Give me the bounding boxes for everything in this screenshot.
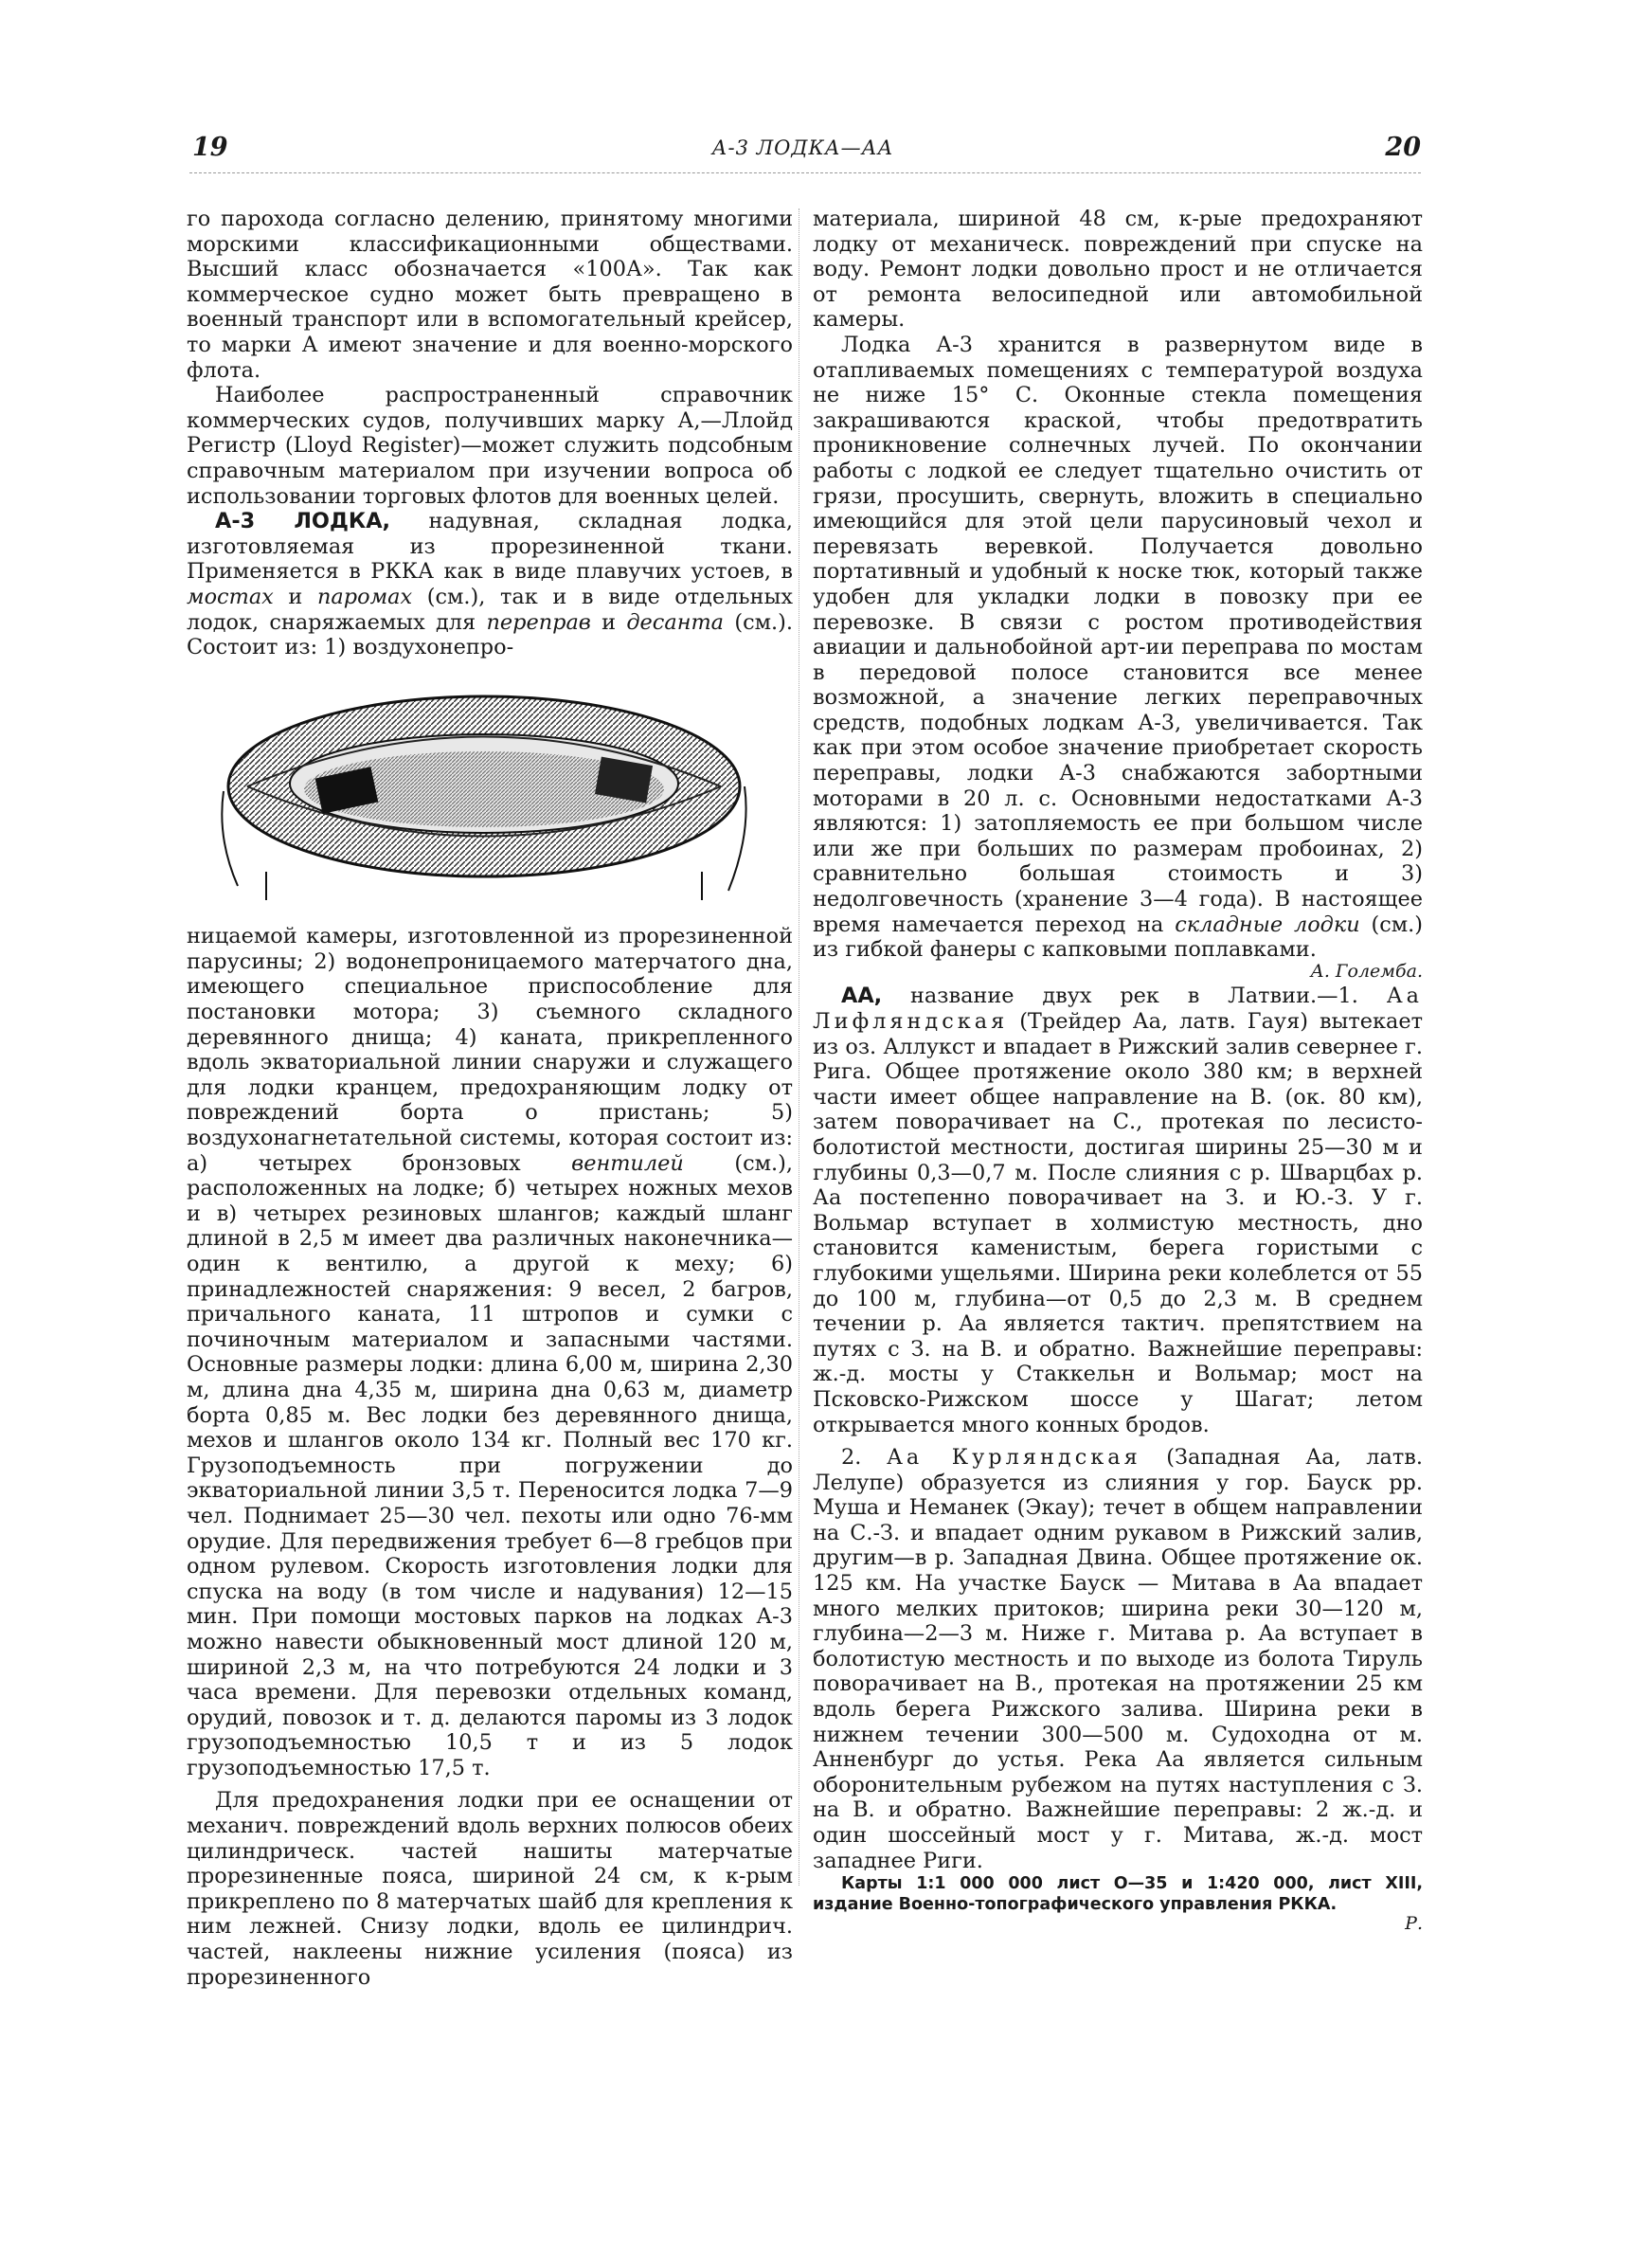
paragraph: материала, шириной 48 см, к-рые предохраняют лодку от механическ. повреждений при спуске на воду. Ремонт лодки довольно прост и не отличается от ремонта велосипедной или автомобильной камеры.	[813, 207, 1423, 333]
river-name-aa-liflyandskaya: Аа Лифляндская	[813, 984, 1423, 1034]
paragraph: Лодка А-3 хранится в развернутом виде в отапливаемых помещениях с температурой воздуха не ниже 15° С. Оконные стекла помещения закрашиваются краской, чтобы предотвратить проникновение солнечных лучей. По окончании работы с лодкой ее следует тщательно очистить от грязи, просушить, свернуть, вложить в специально имеющийся для этой цели парусиновый чехол и перевязать веревкой. Получается довольно портативный и удобный к носке тюк, который также удобен для укладки лодки в повозку при ее перевозке. В связи с ростом противодействия авиации и дальнобойной арт-ии переправа по мостам в передовой полосе становится все менее возможной, а значение легких переправочных средств, подобных лодкам А-3, увеличивается. Так как при этом особое значение приобретает скорость переправы, лодки А-3 снабжаются забортными моторами в 20 л. с. Основными недостатками А-3 являются: 1) затопляемость ее при большом числе или же при больших по размерам пробоинах, 2) сравнительно большая стоимость и 3) недолговечность (хранение 3—4 года). В настоящее время намечается переход на складные лодки (см.) из гибкой фанеры с капковыми поплавками. А. Големба.	[813, 333, 1423, 984]
maps-note: Карты 1:1 000 000 лист О—35 и 1:420 000, лист XIII, издание Военно-топографического управления РККА.	[813, 1874, 1423, 1915]
link-pereprav[interactable]: переправ	[486, 609, 591, 635]
headword-aa: АА,	[841, 984, 883, 1009]
link-skladnye-lodki[interactable]: складные лодки	[1175, 912, 1360, 937]
page-header	[185, 133, 1421, 171]
left-column	[187, 207, 793, 1990]
right-page-number: 20	[1385, 133, 1421, 162]
river-name-aa-kurlyandskaya: Аа Курляндская	[886, 1445, 1141, 1471]
paragraph: ницаемой камеры, изготовленной из прорезиненной парусины; 2) водонепроницаемого матерчатого дна, имеющего специальное приспособление для постановки мотора; 3) съемного складного деревянного днища; 4) каната, прикрепленного вдоль экваториальной линии снаружи и служащего для лодки кранцем, предохраняющим лодку от повреждений борта о пристань; 5) воздухонагнетательной системы, которая состоит из: а) четырех бронзовых вентилей (см.), расположенных на лодке; б) четырех ножных мехов и в) четырех резиновых шлангов; каждый шланг длиной в 2,5 м имеет два различных наконечника—один к вентилю, а другой к меху; 6) принадлежностей снаряжения: 9 весел, 2 багров, причального каната, 11 штропов и сумки с починочным материалом и запасными частями. Основные размеры лодки: длина 6,00 м, ширина 2,30 м, длина дна 4,35 м, ширина дна 0,63 м, диаметр борта 0,85 м. Вес лодки без деревянного днища, мехов и шлангов около 134 кг. Полный вес 170 кг. Грузоподъемность при погружении до экваториальной линии 3,5 т. Переносится лодка 7—9 чел. Поднимает 25—30 чел. пехоты или одно 76-мм орудие. Для передвижения требует 6—8 гребцов при одном рулевом. Скорость изготовления лодки для спуска на воду (в том числе и надувания) 12—15 мин. При помощи мостовых парков на лодках А-3 можно навести обыкновенный мост длиной 120 м, шириной 2,3 м, на что потребуются 24 лодки и 3 часа времени. Для перевозки отдельных команд, орудий, повозок и т. д. делаются паромы из 3 лодок грузоподъемностью 10,5 т и из 5 лодок грузоподъемностью 17,5 т.	[187, 924, 793, 1780]
paragraph: Наиболее распространенный справочник коммерческих судов, получивших марку А,—Ллойд Регистр (Lloyd Register)—может служить подсобным справочным материалом при изучении вопроса об использовании торговых флотов для военных целей.	[187, 383, 793, 509]
headword-a3-lodka: А-3 ЛОДКА,	[215, 509, 391, 534]
link-ventiley[interactable]: вентилей	[571, 1150, 684, 1176]
header-rule	[189, 172, 1421, 173]
entry-aa: АА, название двух рек в Латвии.—1. Аа Лифляндская (Трейдер Аа, латв. Гауя) вытекает из оз. Аллукст и впадает в Рижский залив севернее г. Рига. Общее протяжение около 380 км; в верхней части имеет общее направление на В. (ок. 80 км), затем поворачивает на С., протекая по лесисто-болотистой местности, достигая ширины 25—30 м и глубины 0,3—0,7 м. После слияния с р. Шварцбах р. Аа постепенно поворачивает на З. и Ю.-З. У г. Вольмар вступает в холмистую местность, дно становится каменистым, берега гористыми с глубокими ущельями. Ширина реки колеблется от 55 до 100 м, глубина—от 0,5 до 2,3 м. В среднем течении р. Аа является тактич. препятствием на путях с З. на В. и обратно. Важнейшие переправы: ж.-д. мосты у Стаккельн и Вольмар; мост на Псковско-Рижском шоссе у Шагат; летом открывается много конных бродов.	[813, 984, 1423, 1437]
author-signature: А. Големба.	[1310, 960, 1423, 982]
paragraph: Для предохранения лодки при ее оснащении от механич. повреждений вдоль верхних полюсов обеих цилиндрическ. частей нашиты матерчатые прорезиненные пояса, шириной 24 см, к к-рым прикреплено по 8 матерчатых шайб для крепления к ним лежней. Снизу лодки, вдоль ее цилиндрич. частей, наклеены нижние усиления (пояса) из прорезиненного	[187, 1788, 793, 1990]
paragraph: 2. Аа Курляндская (Западная Аа, латв. Лелупе) образуется из слияния у гор. Бауск рр. Муша и Неманек (Экау); течет в общем направлении на С.-З. и впадает одним рукавом в Рижский залив, другим—в р. Западная Двина. Общее протяжение ок. 125 км. На участке Бауск — Митава в Аа впадает много мелких притоков; ширина реки 30—120 м, глубина—2—3 м. Ниже г. Митава р. Аа вступает в болотистую местность и по выходе из болота Тируль поворачивает на В., протекая на протяжении 25 км вдоль берега Рижского залива. Ширина реки в нижнем течении 300—500 м. Судоходна от м. Анненбург до устья. Река Аа является сильным оборонительным рубежом на путях наступления с З. на В. и обратно. Важнейшие переправы: 2 ж.-д. и один шоссейный мост у г. Митава, ж.-д. мост западнее Риги.	[813, 1445, 1423, 1873]
link-desanta[interactable]: десанта	[626, 609, 725, 635]
right-column	[813, 207, 1423, 1937]
running-title: А-3 ЛОДКА—АА	[711, 136, 894, 159]
paragraph: го парохода согласно делению, принятому многими морскими классификационными обществами. Высший класс обозначается «100А». Так как коммерческое судно может быть превращено в военный транспорт или в вспомогательный крейсер, то марки А имеют значение и для военно-морского флота.	[187, 207, 793, 383]
author-signature: Р.	[1405, 1913, 1423, 1935]
link-paromah[interactable]: паромах	[316, 584, 413, 609]
inflatable-boat-illustration	[209, 668, 759, 905]
left-page-number: 19	[192, 133, 228, 162]
entry-a3-lodka: А-3 ЛОДКА, надувная, складная лодка, изготовляемая из прорезиненной ткани. Применяется в РККА как в виде плавучих устоев, в мостах и паромах (см.), так и в виде отдельных лодок, снаряжаемых для переправ и десанта (см.). Состоит из: 1) воздухонепро-	[187, 509, 793, 660]
link-mostah[interactable]: мостах	[187, 584, 274, 609]
